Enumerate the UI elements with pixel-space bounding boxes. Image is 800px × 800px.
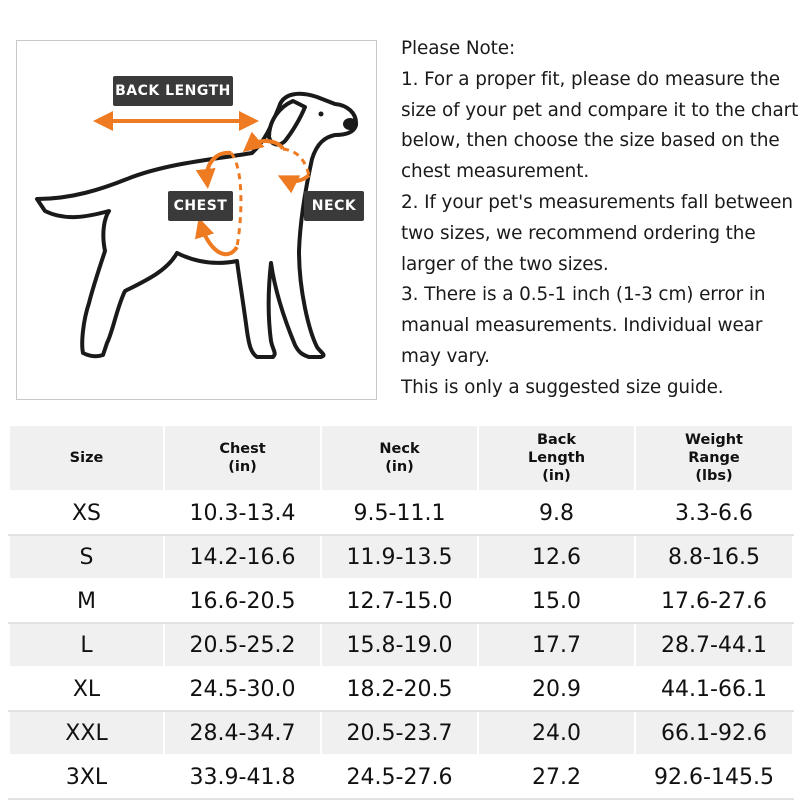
table-row [9,755,793,799]
cell-neck: 18.2-20.5 [321,667,478,711]
table-row [9,623,793,667]
cell-size: XXL [9,711,164,755]
size-chart-table [8,424,794,800]
notes-line: chest measurement. [401,161,590,183]
cell-weight: 3.3-6.6 [635,491,793,535]
header-line: (in) [228,459,257,475]
header-line: Weight [685,432,743,448]
header-line: Length [527,450,586,466]
cell-weight: 44.1-66.1 [635,667,793,711]
cell-weight: 8.8-16.5 [635,535,793,579]
header-line: Back [536,432,577,448]
cell-size: L [9,623,164,667]
cell-chest: 28.4-34.7 [164,711,321,755]
cell-size: 3XL [9,755,164,799]
notes-line: below, then choose the size based on the [401,130,780,152]
neck-tag: NECK [304,191,364,221]
cell-size: XS [9,491,164,535]
measurement-diagram [16,40,377,400]
header-line: (in) [542,468,571,484]
notes-line: size of your pet and compare it to the chart [401,99,799,121]
cell-chest: 14.2-16.6 [164,535,321,579]
header-line: Neck [379,441,420,457]
cell-back-length: 15.0 [478,579,635,623]
header-weight-range [635,425,793,491]
table-row [9,535,793,579]
header-neck [321,425,478,491]
cell-size: S [9,535,164,579]
dog-eye-shape [319,112,324,117]
header-back-length [478,425,635,491]
cell-neck: 24.5-27.6 [321,755,478,799]
notes-line: This is only a suggested size guide. [401,376,724,398]
header-line: Range [688,450,740,466]
cell-weight: 92.6-145.5 [635,755,793,799]
header-line: (lbs) [695,468,733,484]
notes-line: larger of the two sizes. [401,253,609,275]
cell-chest: 16.6-20.5 [164,579,321,623]
cell-back-length: 27.2 [478,755,635,799]
cell-size: M [9,579,164,623]
header-line: Size [69,450,104,466]
notes-line: two sizes, we recommend ordering the [401,222,756,244]
chest-tag: CHEST [168,191,233,221]
notes-heading: Please Note: [401,38,516,59]
table-row [9,667,793,711]
header-chest [164,425,321,491]
header-line: Chest [219,441,266,457]
cell-chest: 24.5-30.0 [164,667,321,711]
header-line: (in) [385,459,414,475]
cell-weight: 17.6-27.6 [635,579,793,623]
cell-back-length: 24.0 [478,711,635,755]
cell-neck: 20.5-23.7 [321,711,478,755]
cell-back-length: 17.7 [478,623,635,667]
cell-back-length: 20.9 [478,667,635,711]
cell-back-length: 12.6 [478,535,635,579]
table-row [9,491,793,535]
cell-back-length: 9.8 [478,491,635,535]
cell-chest: 20.5-25.2 [164,623,321,667]
cell-chest: 33.9-41.8 [164,755,321,799]
notes-line: 3. There is a 0.5-1 inch (1-3 cm) error in [401,284,766,306]
table-header-row [9,425,793,491]
cell-neck: 9.5-11.1 [321,491,478,535]
notes-line: 2. If your pet's measurements fall between [401,191,793,213]
table-row [9,579,793,623]
cell-neck: 12.7-15.0 [321,579,478,623]
notes-line: manual measurements. Individual wear [401,315,763,337]
cell-chest: 10.3-13.4 [164,491,321,535]
sizing-notes [401,34,799,404]
header-size [9,425,164,491]
dog-nose-shape [343,118,357,130]
dog-outline-shape [37,94,356,357]
cell-neck: 11.9-13.5 [321,535,478,579]
notes-line: 1. For a proper fit, please do measure the [401,68,780,90]
back-length-tag: BACK LENGTH [113,76,233,106]
cell-size: XL [9,667,164,711]
cell-neck: 15.8-19.0 [321,623,478,667]
notes-line: may vary. [401,345,490,367]
cell-weight: 66.1-92.6 [635,711,793,755]
table-row [9,711,793,755]
cell-weight: 28.7-44.1 [635,623,793,667]
